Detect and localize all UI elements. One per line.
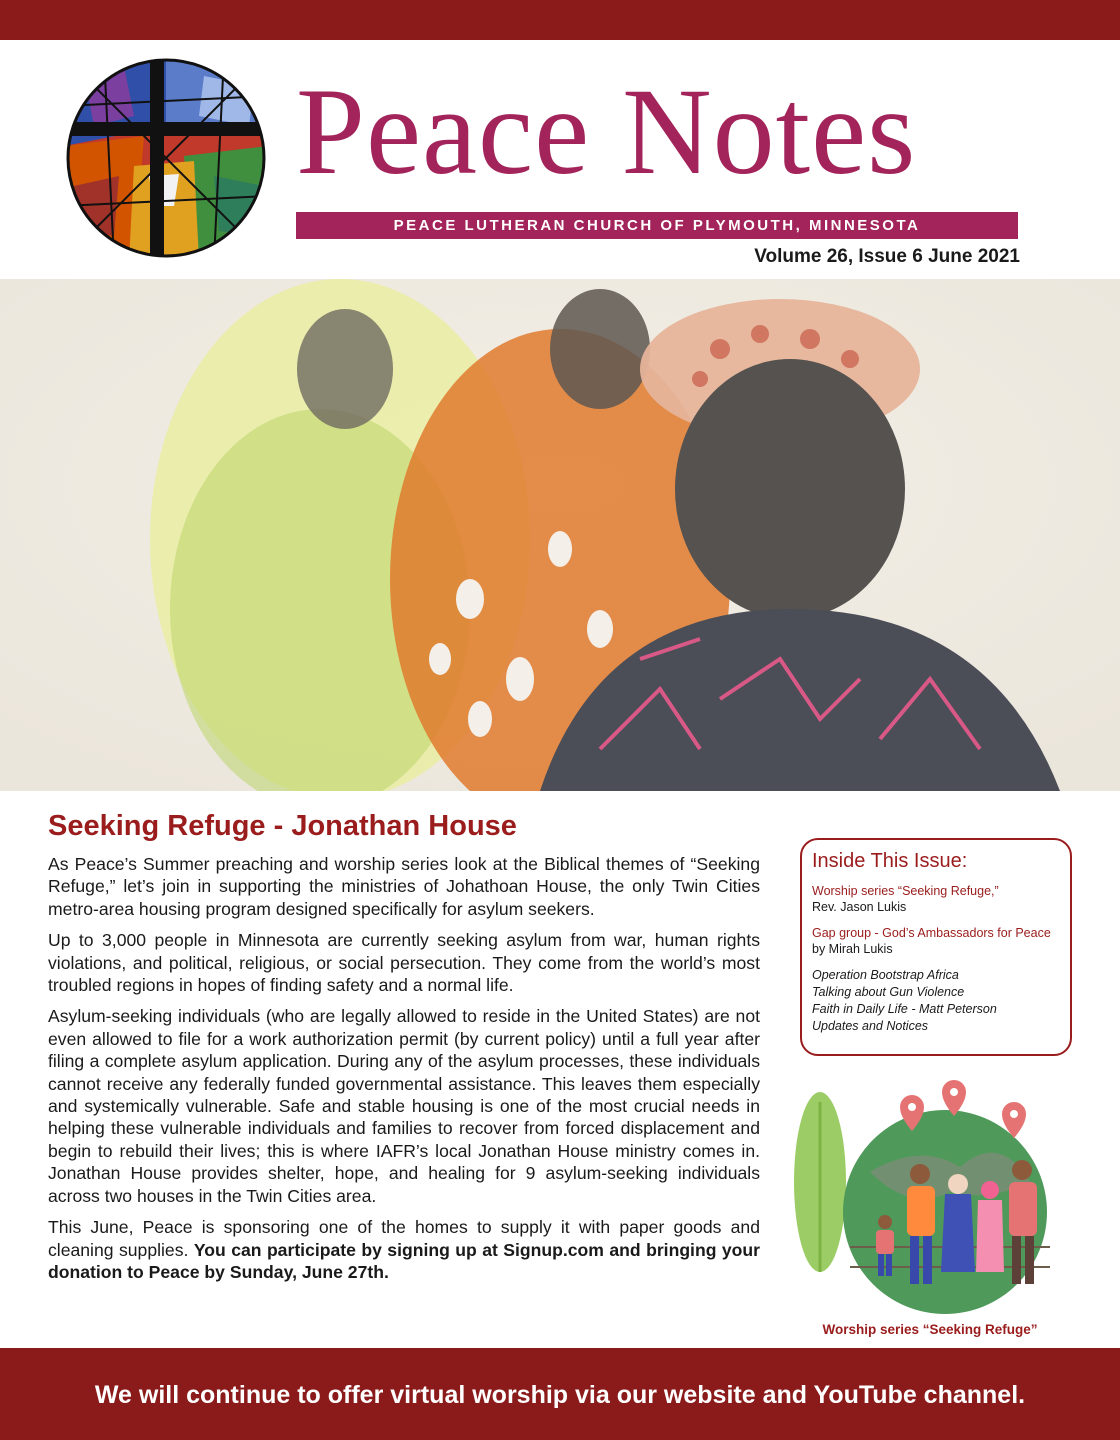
inside-item-gap-group [812, 925, 1060, 957]
bottom-banner-text: We will continue to offer virtual worship via our website and YouTube channel. [94, 1381, 1026, 1409]
inside-item-author: by Mirah Lukis [812, 942, 893, 956]
inside-list-item: Updates and Notices [812, 1019, 929, 1033]
inside-item-worship [812, 883, 1060, 915]
article-paragraph: Up to 3,000 people in Minnesota are currently seeking asylum from war, human rights violations, and political, religious, or social persecution. They come from the world’s most troubled regions in hopes of finding safety and a normal life. [48, 930, 760, 996]
article-title: Seeking Refuge - Jonathan House [48, 810, 517, 842]
inside-list [812, 967, 1060, 1035]
article-closing-paragraph [48, 1216, 760, 1283]
hero-watercolor-image [0, 279, 1120, 791]
masthead-subtitle: PEACE LUTHERAN CHURCH OF PLYMOUTH, MINNESOTA [296, 212, 1018, 239]
article-body [48, 853, 760, 1292]
inside-item-title: Worship series “Seeking Refuge,” [812, 884, 999, 898]
inside-list-item: Talking about Gun Violence [812, 985, 965, 999]
article-paragraph: As Peace’s Summer preaching and worship series look at the Biblical themes of “Seeking Refuge,” let’s join in supporting the ministries of Johathoan House, the only Twin Cities metro-area housing program designed specifically for asylum seekers. [48, 854, 760, 919]
inside-heading: Inside This Issue: [812, 850, 968, 872]
inside-list-item: Operation Bootstrap Africa [812, 968, 959, 982]
inside-item-author: Rev. Jason Lukis [812, 900, 907, 914]
issue-info: Volume 26, Issue 6 June 2021 [754, 246, 1020, 267]
church-logo [64, 56, 268, 260]
inside-list-item: Faith in Daily Life - Matt Peterson [812, 1002, 997, 1016]
inside-item-title: Gap group - God’s Ambassadors for Peace [812, 926, 1051, 940]
closing-text: This June, Peace is sponsoring one of the homes to supply it with paper goods and cleaning supplies. [48, 1217, 760, 1260]
top-bar [0, 0, 1120, 40]
call-to-action: You can participate by signing up at Signup.com and bringing your donation to Peace by Sunday, June 27th. [48, 1239, 760, 1282]
inside-this-issue-box [800, 838, 1072, 1056]
illustration-caption: Worship series “Seeking Refuge” [822, 1322, 1038, 1337]
refugee-family-illustration [790, 1062, 1070, 1318]
article-paragraph: Asylum-seeking individuals (who are legally allowed to reside in the United States) are not even allowed to file for a work authorization permit (by current policy) until a full year after filing a complete asylum application. During any of the asylum processes, these individuals cannot receive any federally funded governmental assistance. This leaves them especially and systemically vulnerable. Safe and stable housing is one of the most crucial needs in helping these vulnerable individuals and families to recover from forced displacement and begin to rebuild their lives; this is where IAFR’s local Jonathan House ministry comes in. Jonathan House provides shelter, hope, and healing for 9 asylum-seeking individuals across two houses in the Twin Cities area. [48, 1006, 760, 1206]
masthead-title: Peace Notes [296, 63, 917, 200]
